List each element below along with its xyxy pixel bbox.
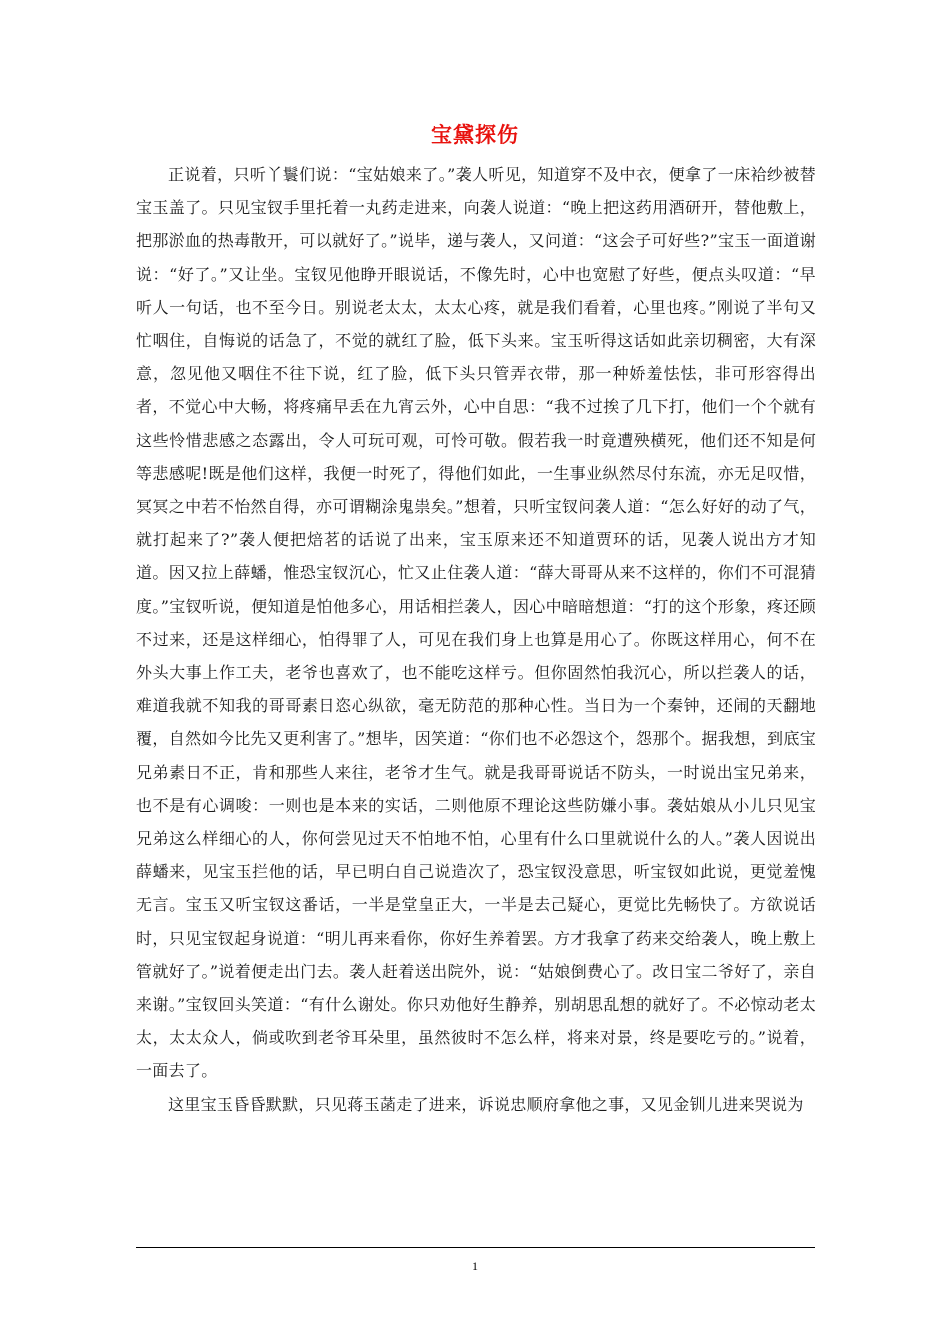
document-body — [136, 158, 816, 1121]
page-number: 1 — [472, 1259, 478, 1273]
paragraph: 这里宝玉昏昏默默，只见蒋玉菡走了进来，诉说忠顺府拿他之事，又见金钏儿进来哭说为 — [168, 1094, 804, 1114]
footer-divider — [136, 1247, 815, 1248]
paragraph: 正说着，只听丫鬟们说：“宝姑娘来了。”袭人听见，知道穿不及中衣，便拿了一床袷纱被替宝玉盖了。只见宝钗手里托着一丸药走进来，向袭人说道：“晚上把这药用酒研开，替他敷上，把那淤血的热毒散开，可以就好了。”说毕，递与袭人，又问道：“这会子可好些?”宝玉一面道谢说：“好了。”又让坐。宝钗见他睁开眼说话，不像先时，心中也宽慰了好些，便点头叹道：“早听人一句话，也不至今日。别说老太太，太太心疼，就是我们看着，心里也疼。”刚说了半句又忙咽住，自悔说的话急了，不觉的就红了脸，低下头来。宝玉听得这话如此亲切稠密，大有深意，忽见他又咽住不往下说，红了脸，低下头只管弄衣带，那一种娇羞怯怯，非可形容得出者，不觉心中大畅，将疼痛早丢在九宵云外，心中自思：“我不过挨了几下打，他们一个个就有这些怜惜悲感之态露出，令人可玩可观，可怜可敬。假若我一时竟遭殃横死，他们还不知是何等悲感呢!既是他们这样，我便一时死了，得他们如此，一生事业纵然尽付东流，亦无足叹惜，冥冥之中若不怡然自得，亦可谓糊涂鬼祟矣。”想着，只听宝钗问袭人道：“怎么好好的动了气，就打起来了?”袭人便把焙茗的话说了出来，宝玉原来还不知道贾环的话，见袭人说出方才知道。因又拉上薛蟠，惟恐宝钗沉心，忙又止住袭人道：“薛大哥哥从来不这样的，你们不可混猜度。”宝钗听说，便知道是怕他多心，用话相拦袭人，因心中暗暗想道：“打的这个形象，疼还顾不过来，还是这样细心，怕得罪了人，可见在我们身上也算是用心了。你既这样用心，何不在外头大事上作工夫，老爷也喜欢了，也不能吃这样亏。但你固然怕我沉心，所以拦袭人的话，难道我就不知我的哥哥素日恣心纵欲，毫无防范的那种心性。当日为一个秦钟，还闹的天翻地覆，自然如今比先又更利害了。”想毕，因笑道：“你们也不必怨这个，怨那个。据我想，到底宝兄弟素日不正，肯和那些人来往，老爷才生气。就是我哥哥说话不防头，一时说出宝兄弟来，也不是有心调唆：一则也是本来的实话，二则他原不理论这些防嫌小事。袭姑娘从小儿只见宝兄弟这么样细心的人，你何尝见过天不怕地不怕，心里有什么口里就说什么的人。”袭人因说出薛蟠来，见宝玉拦他的话，早已明白自己说造次了，恐宝钗没意思，听宝钗如此说，更觉羞愧无言。宝玉又听宝钗这番话，一半是堂皇正大，一半是去己疑心，更觉比先畅快了。方欲说话时，只见宝钗起身说道：“明儿再来看你，你好生养着罢。方才我拿了药来交给袭人，晚上敷上管就好了。”说着便走出门去。袭人赶着送出院外，说：“姑娘倒费心了。改日宝二爷好了，亲自来谢。”宝钗回头笑道：“有什么谢处。你只劝他好生静养，别胡思乱想的就好了。不必惊动老太太，太太众人，倘或吹到老爷耳朵里，虽然彼时不怎么样，将来对景，终是要吃亏的。”说着，一面去了。 — [136, 165, 816, 1081]
document-title: 宝黛探伤 — [431, 123, 519, 147]
